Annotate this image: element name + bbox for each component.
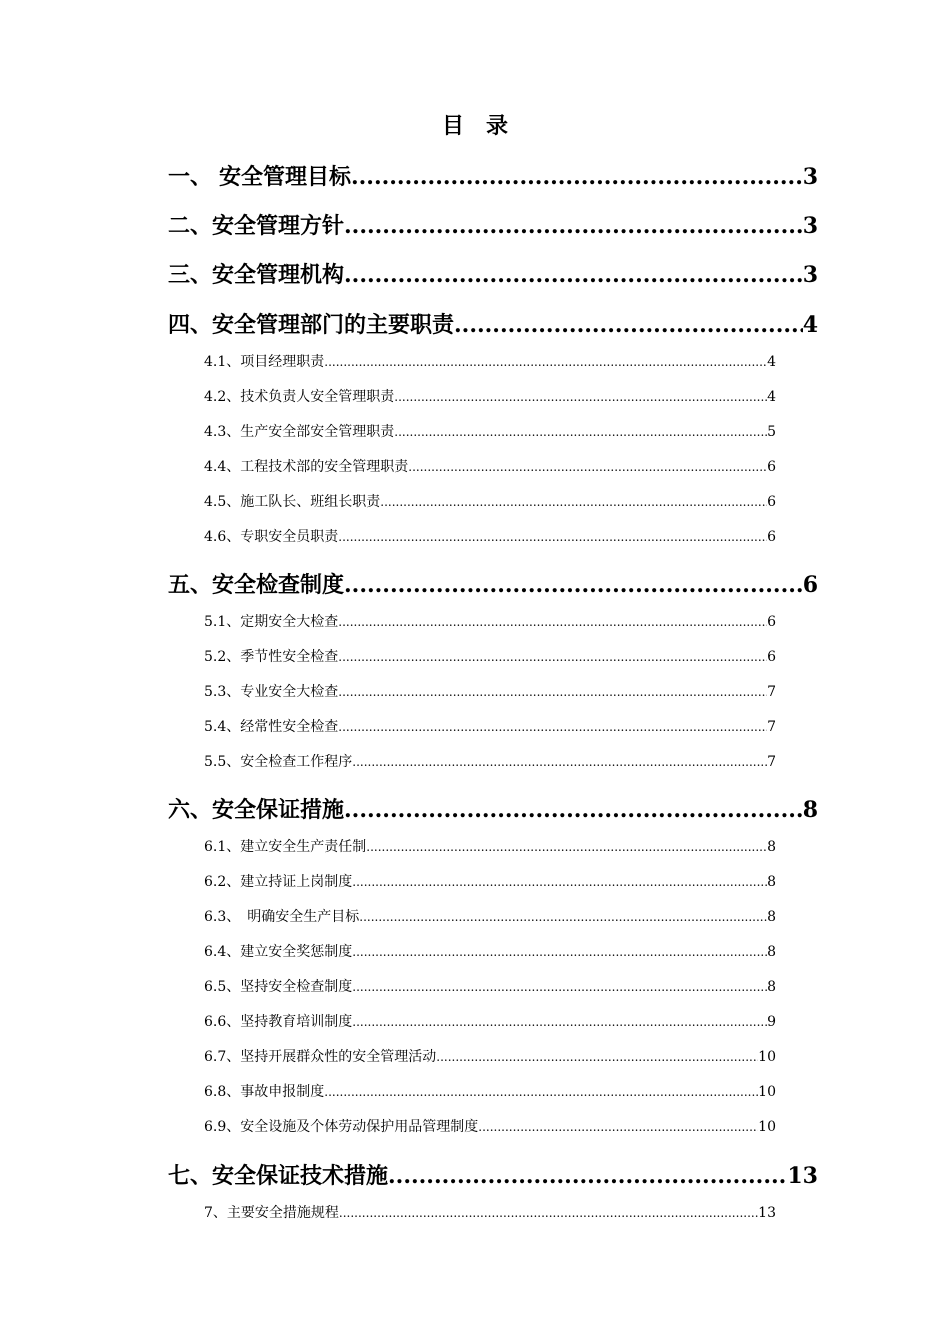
- toc-page-number: 7: [767, 719, 776, 735]
- toc-entry-7[interactable]: [168, 1159, 818, 1193]
- toc-leader: [380, 491, 767, 513]
- toc-entry-label: 5.1、定期安全大检查: [204, 614, 339, 630]
- toc-leader: [454, 308, 803, 342]
- toc-entry-5-1[interactable]: [204, 611, 776, 633]
- toc-entry-6-6[interactable]: [204, 1011, 776, 1033]
- toc-page-number: 7: [767, 684, 776, 700]
- toc-entry-4-4[interactable]: [204, 456, 776, 478]
- toc-leader: [338, 681, 767, 703]
- toc-entry-label: 6.6、坚持教育培训制度: [204, 1014, 353, 1030]
- toc-leader: [394, 421, 767, 443]
- toc-entry-label: 4.3、生产安全部安全管理职责: [204, 424, 395, 440]
- toc-entry-label: 6.4、建立安全奖惩制度: [204, 944, 353, 960]
- toc-page-number: 6: [767, 494, 776, 510]
- toc-entry-6-9[interactable]: [204, 1116, 776, 1138]
- toc-entry-5-4[interactable]: [204, 716, 776, 738]
- toc-page-number: 3: [802, 164, 818, 190]
- toc-entry-label: 四、安全管理部门的主要职责: [168, 312, 455, 338]
- toc-entry-3[interactable]: [168, 258, 818, 292]
- toc-page-number: 6: [767, 649, 776, 665]
- toc-entry-6-2[interactable]: [204, 871, 776, 893]
- toc-page-number: 6: [767, 459, 776, 475]
- toc-entry-4-2[interactable]: [204, 386, 776, 408]
- toc-entry-label: 4.6、专职安全员职责: [204, 529, 339, 545]
- toc-leader: [352, 1011, 767, 1033]
- toc-entry-label: 6.3、 明确安全生产目标: [204, 909, 360, 925]
- toc-leader: [344, 568, 803, 602]
- toc-entry-6-1[interactable]: [204, 836, 776, 858]
- toc-entry-label: 4.1、项目经理职责: [204, 354, 325, 370]
- toc-page-number: 13: [787, 1163, 818, 1189]
- toc-entry-label: 五、安全检查制度: [168, 572, 345, 598]
- toc-entry-5-2[interactable]: [204, 646, 776, 668]
- toc-entry-6-4[interactable]: [204, 941, 776, 963]
- toc-entry-6-7[interactable]: [204, 1046, 776, 1068]
- toc-entry-label: 5.4、经常性安全检查: [204, 719, 339, 735]
- toc-entry-label: 7、主要安全措施规程: [204, 1205, 339, 1221]
- toc-leader: [366, 836, 767, 858]
- toc-entry-7-1[interactable]: [204, 1202, 776, 1224]
- toc-entry-5-3[interactable]: [204, 681, 776, 703]
- toc-page-number: 4: [767, 389, 776, 405]
- toc-entry-label: 6.1、建立安全生产责任制: [204, 839, 367, 855]
- toc-entry-label: 七、安全保证技术措施: [168, 1163, 389, 1189]
- toc-leader: [351, 160, 803, 194]
- toc-page-number: 4: [767, 354, 776, 370]
- toc-page-number: 7: [767, 754, 776, 770]
- toc-leader: [324, 1081, 758, 1103]
- toc-entry-label: 4.2、技术负责人安全管理职责: [204, 389, 395, 405]
- toc-entry-5-5[interactable]: [204, 751, 776, 773]
- toc-leader: [338, 716, 767, 738]
- toc-page-number: 8: [767, 839, 776, 855]
- toc-entry-label: 4.4、工程技术部的安全管理职责: [204, 459, 409, 475]
- toc-leader: [338, 646, 767, 668]
- toc-page-number: 10: [758, 1084, 776, 1100]
- toc-leader: [324, 351, 767, 373]
- toc-entry-label: 6.9、安全设施及个体劳动保护用品管理制度: [204, 1119, 479, 1135]
- toc-entry-6-5[interactable]: [204, 976, 776, 998]
- toc-entry-label: 6.2、建立持证上岗制度: [204, 874, 353, 890]
- toc-page-number: 8: [767, 979, 776, 995]
- toc-leader: [344, 258, 803, 292]
- toc-page-number: 3: [802, 262, 818, 288]
- toc-leader: [338, 611, 767, 633]
- toc-page-number: 8: [802, 797, 818, 823]
- toc-page-number: 10: [758, 1049, 776, 1065]
- toc-leader: [388, 1159, 787, 1193]
- toc-page-number: 8: [767, 944, 776, 960]
- toc-leader: [359, 906, 767, 928]
- toc-leader: [352, 976, 767, 998]
- toc-entry-4-3[interactable]: [204, 421, 776, 443]
- toc-entry-number: 一、: [168, 164, 213, 190]
- toc-entry-label: 6.7、坚持开展群众性的安全管理活动: [204, 1049, 437, 1065]
- toc-leader: [344, 793, 803, 827]
- toc-page-number: 6: [767, 614, 776, 630]
- toc-leader: [338, 526, 767, 548]
- toc-page-number: 8: [767, 874, 776, 890]
- toc-entry-4-1[interactable]: [204, 351, 776, 373]
- toc-page-number: 6: [767, 529, 776, 545]
- toc-entry-5[interactable]: [168, 568, 818, 602]
- toc-entry-4-5[interactable]: [204, 491, 776, 513]
- toc-leader: [436, 1046, 758, 1068]
- toc-page-number: 5: [767, 424, 776, 440]
- toc-entry-6[interactable]: [168, 793, 818, 827]
- toc-page-number: 9: [767, 1014, 776, 1030]
- toc-entry-6-8[interactable]: [204, 1081, 776, 1103]
- toc-leader: [352, 941, 767, 963]
- toc-entry-2[interactable]: [168, 209, 818, 243]
- toc-entry-label: 5.5、安全检查工作程序: [204, 754, 353, 770]
- toc-leader: [352, 751, 767, 773]
- toc-page-number: 6: [802, 572, 818, 598]
- toc-leader: [478, 1116, 758, 1138]
- page-title: 目 录: [441, 113, 508, 139]
- toc-page-number: 10: [758, 1119, 776, 1135]
- toc-entry-label: 二、安全管理方针: [168, 213, 345, 239]
- toc-page-number: 3: [802, 213, 818, 239]
- toc-entry-label: 5.3、专业安全大检查: [204, 684, 339, 700]
- toc-entry-6-3[interactable]: [204, 906, 776, 928]
- toc-leader: [394, 386, 767, 408]
- toc-leader: [344, 209, 803, 243]
- toc-entry-4[interactable]: [168, 308, 818, 342]
- toc-entry-label: 三、安全管理机构: [168, 262, 345, 288]
- toc-leader: [408, 456, 767, 478]
- toc-page-number: 4: [802, 312, 818, 338]
- toc-leader: [352, 871, 767, 893]
- toc-leader: [339, 1202, 758, 1224]
- toc-entry-4-6[interactable]: [204, 526, 776, 548]
- toc-page-number: 8: [767, 909, 776, 925]
- toc-entry-label: 6.8、事故申报制度: [204, 1084, 325, 1100]
- toc-entry-label: 5.2、季节性安全检查: [204, 649, 339, 665]
- toc-page-number: 13: [758, 1205, 776, 1221]
- toc-entry-1[interactable]: [168, 160, 818, 194]
- toc-entry-label: 4.5、施工队长、班组长职责: [204, 494, 381, 510]
- toc-entry-label: 安全管理目标: [218, 164, 351, 190]
- toc-entry-label: 6.5、坚持安全检查制度: [204, 979, 353, 995]
- toc-entry-label: 六、安全保证措施: [168, 797, 345, 823]
